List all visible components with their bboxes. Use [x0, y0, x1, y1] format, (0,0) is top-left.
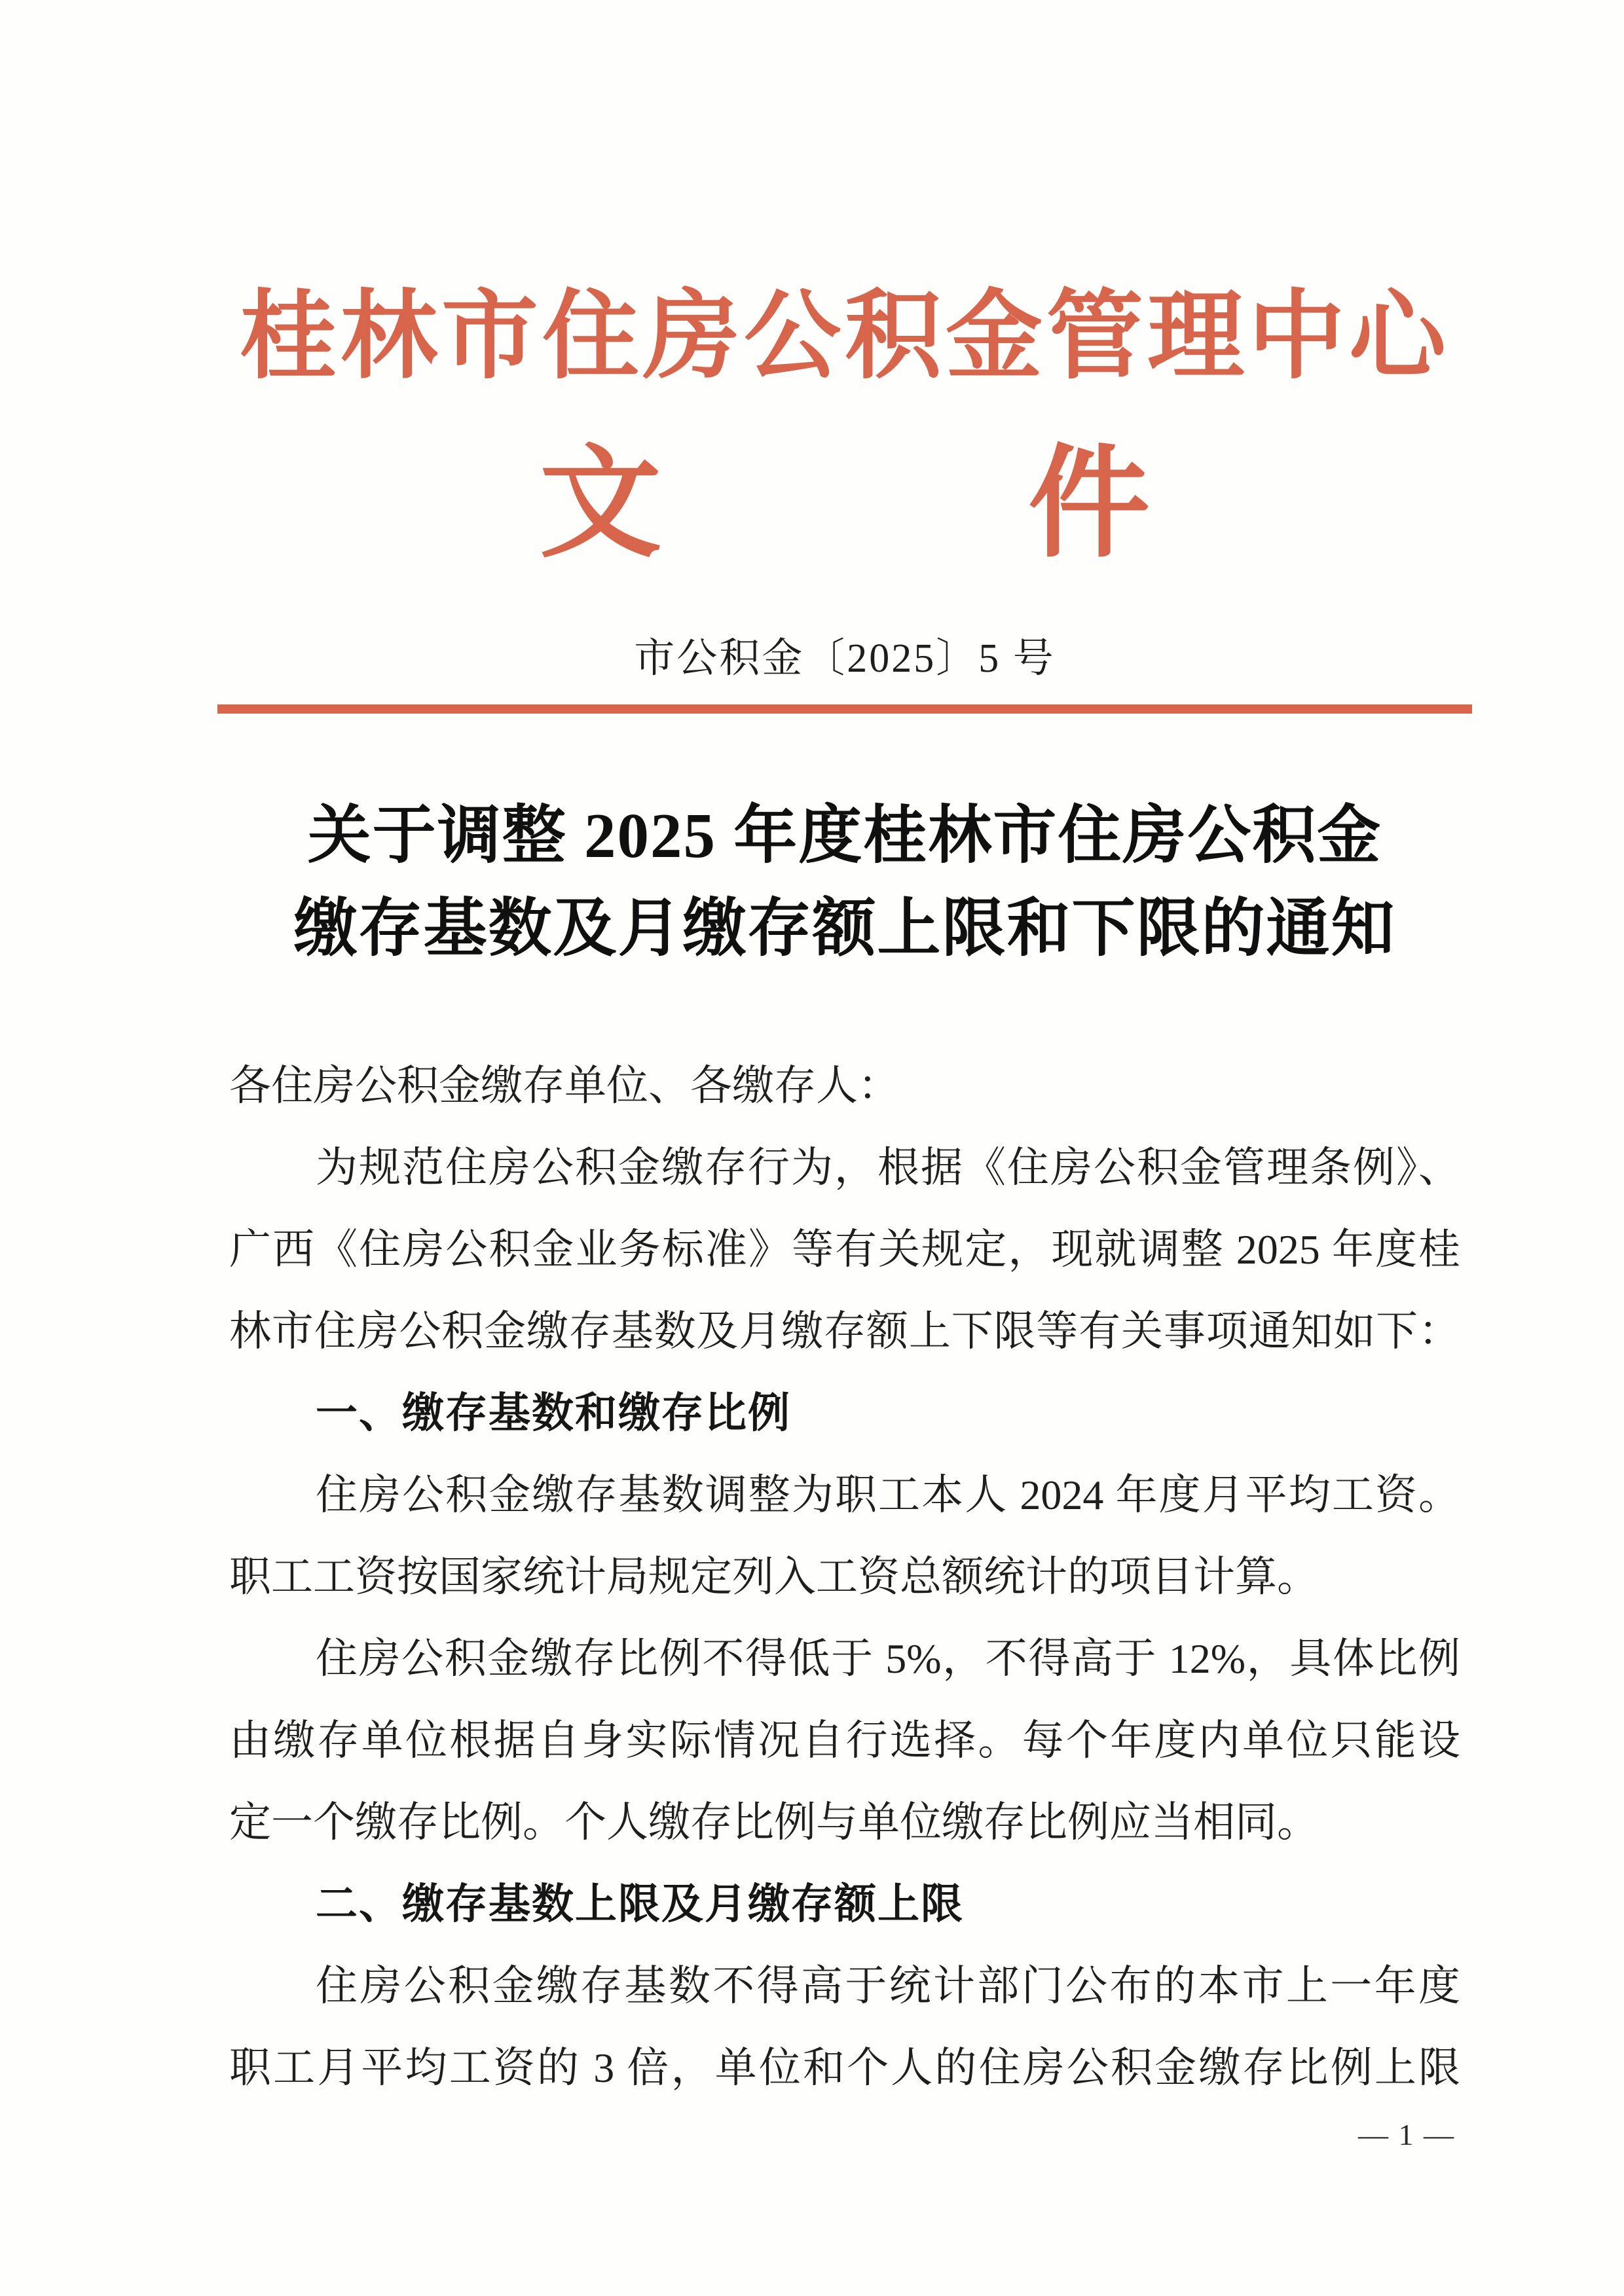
document-body [229, 1045, 1460, 2109]
body-line-salutation: 各住房公积金缴存单位、各缴存人： [229, 1063, 900, 1109]
page-number: — 1 — [1358, 2118, 1455, 2151]
document-number: 市公积金〔2025〕5 号 [634, 636, 1056, 681]
body-line: 定一个缴存比例。个人缴存比例与单位缴存比例应当相同。 [229, 1799, 1319, 1846]
doc-type-char-wen: 文 [539, 437, 661, 572]
section-heading-2: 二、缴存基数上限及月缴存额上限 [316, 1880, 964, 1927]
document-title [229, 790, 1460, 975]
body-line: 林市住房公积金缴存基数及月缴存额上下限等有关事项通知如下： [229, 1308, 1460, 1355]
letterhead-separator-line [217, 704, 1472, 714]
body-line: 为规范住房公积金缴存行为，根据《住房公积金管理条例》、 [316, 1144, 1460, 1191]
section-heading-1: 一、缴存基数和缴存比例 [316, 1389, 791, 1436]
body-line: 住房公积金缴存基数调整为职工本人 2024 年度月平均工资。 [316, 1472, 1460, 1518]
body-line: 住房公积金缴存比例不得低于 5%，不得高于 12%，具体比例 [316, 1635, 1460, 1682]
letterhead-org-name: 桂林市住房公积金管理中心 [240, 283, 1450, 391]
body-line: 职工工资按国家统计局规定列入工资总额统计的项目计算。 [229, 1554, 1319, 1600]
body-line: 由缴存单位根据自身实际情况自行选择。每个年度内单位只能设 [229, 1717, 1460, 1764]
body-line: 广西《住房公积金业务标准》等有关规定，现就调整 2025 年度桂 [229, 1226, 1460, 1273]
body-line: 职工月平均工资的 3 倍，单位和个人的住房公积金缴存比例上限 [229, 2045, 1460, 2091]
body-line: 住房公积金缴存基数不得高于统计部门公布的本市上一年度 [316, 1963, 1460, 2009]
letterhead-doc-type [229, 424, 1460, 572]
document-title-line-1: 关于调整 2025 年度桂林市住房公积金 [307, 801, 1382, 871]
document-title-line-2: 缴存基数及月缴存额上限和下限的通知 [293, 894, 1396, 964]
doc-type-char-jian: 件 [1028, 437, 1151, 572]
